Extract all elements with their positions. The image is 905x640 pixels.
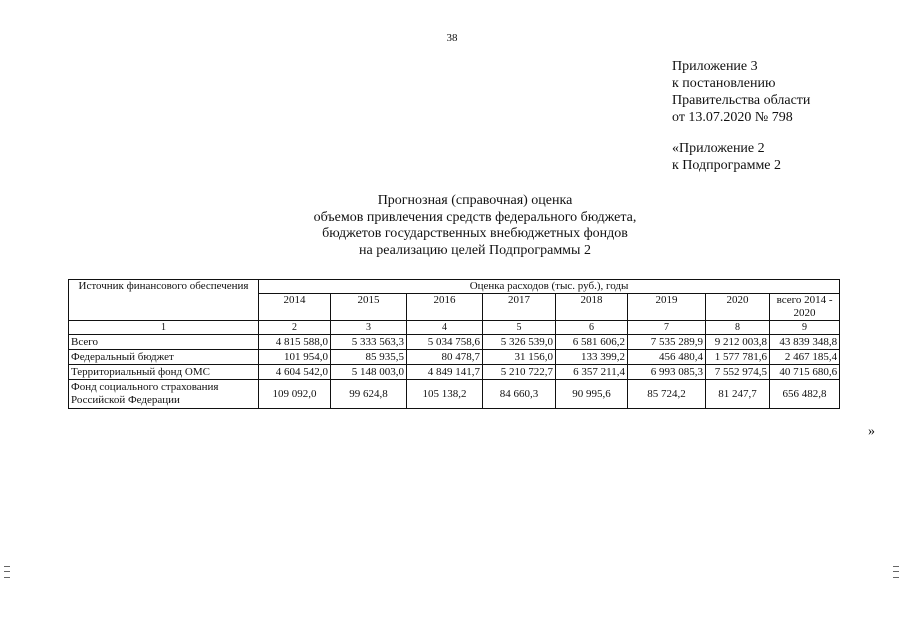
year-header: 2018: [556, 294, 628, 321]
value-cell: 4 604 542,0: [259, 365, 331, 380]
year-header: 2014: [259, 294, 331, 321]
source-cell: Федеральный бюджет: [69, 350, 259, 365]
value-cell: 40 715 680,6: [770, 365, 840, 380]
scan-edge-mark: [893, 566, 899, 578]
value-cell: 5 333 563,3: [331, 335, 407, 350]
value-cell: 7 552 974,5: [706, 365, 770, 380]
year-header: 2016: [407, 294, 483, 321]
source-cell: Территориальный фонд ОМС: [69, 365, 259, 380]
value-cell: 99 624,8: [331, 380, 407, 409]
column-number-row: [69, 321, 840, 335]
source-cell: Фонд социального страхования Российской Федерации: [69, 380, 259, 409]
value-cell: 43 839 348,8: [770, 335, 840, 350]
appendix-line: от 13.07.2020 № 798: [672, 110, 793, 125]
year-header: 2015: [331, 294, 407, 321]
column-number: 3: [331, 321, 407, 335]
value-cell: 85 724,2: [628, 380, 706, 409]
value-cell: 109 092,0: [259, 380, 331, 409]
appendix2-line: «Приложение 2: [672, 141, 765, 156]
value-cell: 90 995,6: [556, 380, 628, 409]
value-cell: 80 478,7: [407, 350, 483, 365]
column-number: 6: [556, 321, 628, 335]
page-number: 38: [446, 32, 458, 44]
column-number: 7: [628, 321, 706, 335]
value-cell: 6 993 085,3: [628, 365, 706, 380]
value-cell: 105 138,2: [407, 380, 483, 409]
closing-quote: »: [868, 424, 875, 439]
value-cell: 85 935,5: [331, 350, 407, 365]
column-number: 2: [259, 321, 331, 335]
title-line: Прогнозная (справочная) оценка: [377, 193, 573, 208]
value-cell: 31 156,0: [483, 350, 556, 365]
table-row: [69, 380, 840, 409]
value-cell: 5 034 758,6: [407, 335, 483, 350]
expenses-group-header: Оценка расходов (тыс. руб.), годы: [259, 280, 840, 294]
year-header: 2017: [483, 294, 556, 321]
value-cell: 101 954,0: [259, 350, 331, 365]
subprogram-appendix-reference: [672, 140, 781, 174]
title-line: на реализацию целей Подпрограммы 2: [359, 242, 591, 258]
scan-edge-mark: [4, 566, 10, 578]
value-cell: 2 467 185,4: [770, 350, 840, 365]
column-number: 9: [770, 321, 840, 335]
appendix-line: Правительства области: [672, 93, 811, 108]
value-cell: 656 482,8: [770, 380, 840, 409]
value-cell: 4 849 141,7: [407, 365, 483, 380]
value-cell: 1 577 781,6: [706, 350, 770, 365]
appendix2-line: к Подпрограмме 2: [672, 158, 782, 173]
value-cell: 6 357 211,4: [556, 365, 628, 380]
table-row: [69, 365, 840, 380]
appendix-line: Приложение 3: [672, 59, 758, 74]
value-cell: 5 148 003,0: [331, 365, 407, 380]
source-cell: Всего: [69, 335, 259, 350]
table-row: [69, 350, 840, 365]
year-header: 2020: [706, 294, 770, 321]
table-row: [69, 335, 840, 350]
value-cell: 7 535 289,9: [628, 335, 706, 350]
value-cell: 456 480,4: [628, 350, 706, 365]
appendix-line: к постановлению: [672, 76, 776, 91]
value-cell: 84 660,3: [483, 380, 556, 409]
appendix-reference: [672, 58, 810, 126]
value-cell: 4 815 588,0: [259, 335, 331, 350]
column-number: 4: [407, 321, 483, 335]
value-cell: 81 247,7: [706, 380, 770, 409]
column-number: 1: [69, 321, 259, 335]
value-cell: 5 326 539,0: [483, 335, 556, 350]
value-cell: 133 399,2: [556, 350, 628, 365]
budget-table: [68, 279, 840, 409]
document-title: [240, 193, 710, 259]
value-cell: 5 210 722,7: [483, 365, 556, 380]
value-cell: 9 212 003,8: [706, 335, 770, 350]
title-line: бюджетов государственных внебюджетных фондов: [322, 226, 628, 241]
value-cell: 6 581 606,2: [556, 335, 628, 350]
year-header: 2019: [628, 294, 706, 321]
column-number: 8: [706, 321, 770, 335]
table-header-row: [69, 280, 840, 294]
source-column-header: Источник финансового обеспечения: [69, 280, 259, 321]
title-line: объемов привлечения средств федерального бюджета,: [313, 209, 637, 225]
column-number: 5: [483, 321, 556, 335]
total-header: всего 2014 - 2020: [770, 294, 840, 321]
